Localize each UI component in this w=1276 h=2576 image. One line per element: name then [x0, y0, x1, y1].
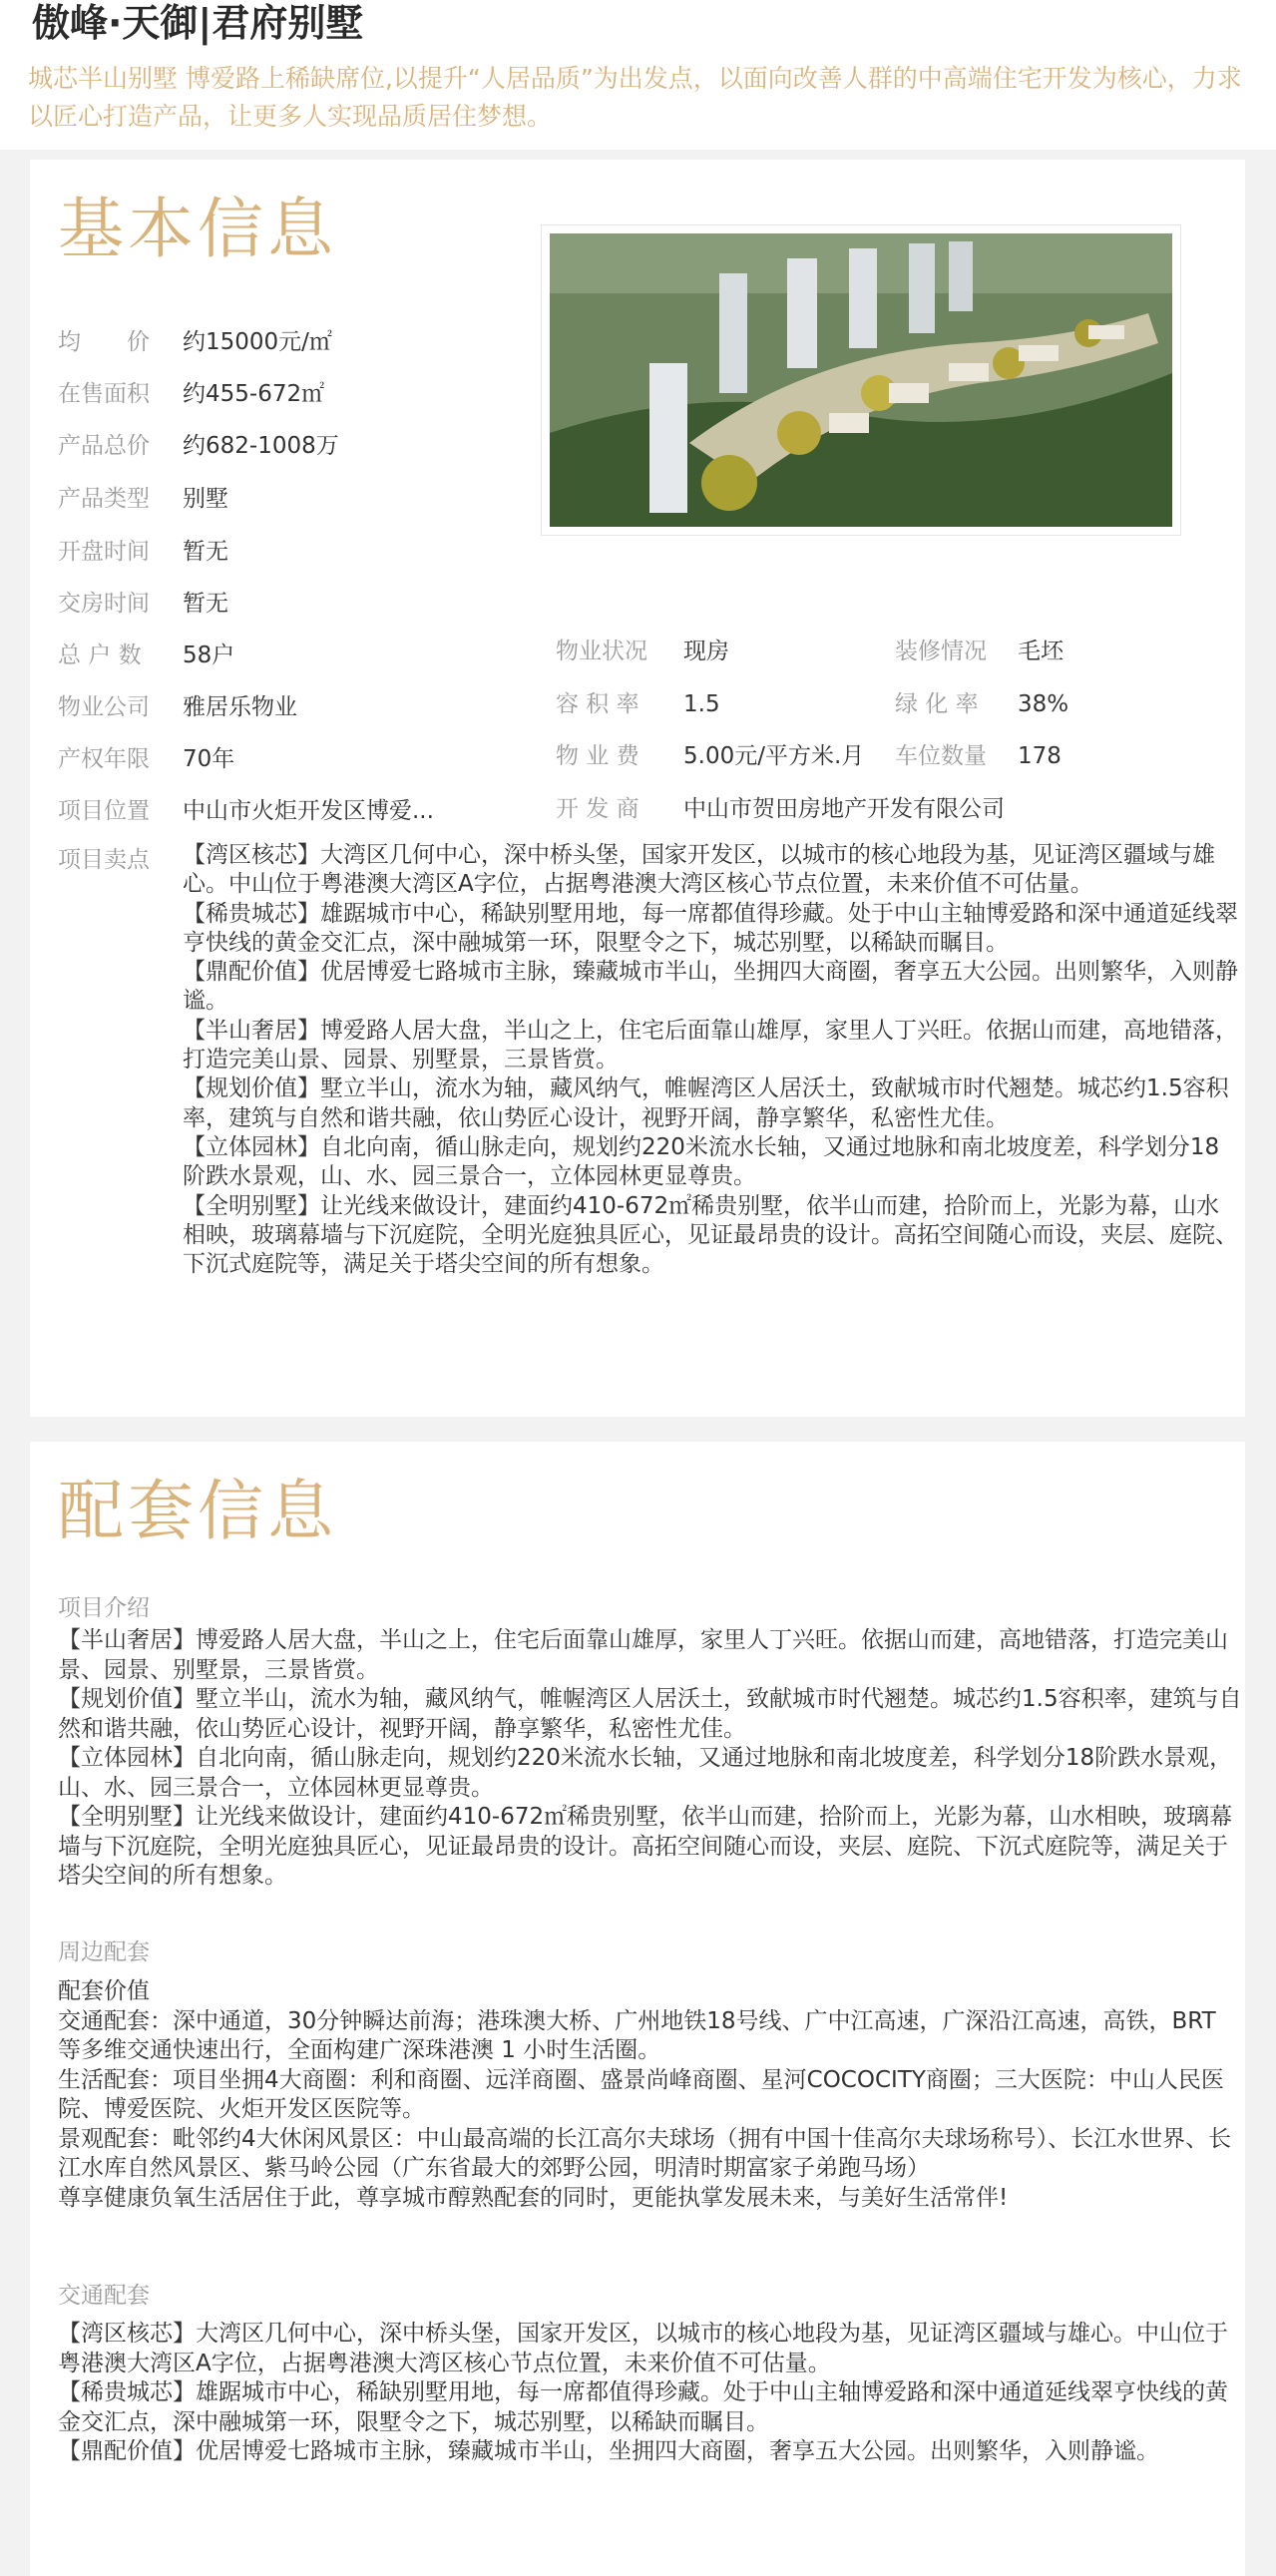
- intro-paragraph: 【立体园林】自北向南，循山脉走向，规划约220米流水长轴，又通过地脉和南北坡度差，科学划分18阶跌水景观，山、水、园三景合一，立体园林更显尊贵。: [58, 1745, 1233, 1801]
- right-value: 毛坯: [1018, 639, 1063, 664]
- left-value: 70年: [183, 746, 235, 772]
- right-row: [895, 741, 1062, 771]
- mid-value: 1.5: [683, 691, 720, 717]
- page-title: 傲峰·天御|君府别墅: [32, 1, 364, 45]
- mid-label: 容 积 率: [556, 691, 639, 717]
- mid-value: 5.00元/平方米.月: [683, 743, 865, 769]
- right-value: 178: [1018, 743, 1062, 769]
- traffic-paragraph: 【鼎配价值】优居博爱七路城市主脉，臻藏城市半山，坐拥四大商圈，奢享五大公园。出则繁华，入则静谧。: [58, 2438, 1159, 2464]
- left-label: 产品类型: [58, 486, 150, 512]
- left-row: [58, 589, 228, 619]
- basic-info-title: 基本信息: [58, 191, 337, 267]
- traffic-paragraph: 【稀贵城芯】雄踞城市中心，稀缺别墅用地，每一席都值得珍藏。处于中山主轴博爱路和深中通道延线翠亨快线的黄金交汇点，深中融城第一环，限墅令之下，城芯别墅，以稀缺而瞩目。: [58, 2379, 1228, 2435]
- right-label: 车位数量: [895, 743, 987, 769]
- traffic-text: [58, 2320, 1245, 2467]
- mid-value: 中山市贺田房地产开发有限公司: [683, 796, 1005, 822]
- right-row: [895, 689, 1068, 719]
- selling-point-paragraph: 【鼎配价值】优居博爱七路城市主脉，臻藏城市半山，坐拥四大商圈，奢享五大公园。出则繁华，入则静谧。: [183, 959, 1238, 1015]
- basic-info-card: [30, 160, 1245, 1417]
- left-value: 别墅: [183, 486, 228, 512]
- left-value: 约682-1008万: [183, 433, 339, 459]
- intro-paragraph: 【规划价值】墅立半山，流水为轴，藏风纳气，帷幄湾区人居沃土，致献城市时代翘楚。城芯约1.5容积率，建筑与自然和谐共融，依山势匠心设计，视野开阔，静享繁华，私密性尤佳。: [58, 1686, 1242, 1742]
- left-row: [58, 379, 324, 409]
- mid-label: 物 业 费: [556, 743, 639, 769]
- mid-label: 开 发 商: [556, 796, 639, 822]
- left-label: 交房时间: [58, 591, 150, 617]
- left-value: 中山市火炬开发区博爱...: [183, 798, 434, 824]
- left-row: [58, 484, 228, 514]
- selling-points-label: 项目卖点: [58, 847, 150, 873]
- project-image[interactable]: [541, 224, 1181, 536]
- left-value: 58户: [183, 643, 235, 668]
- page-subtitle: 城芯半山别墅 博爱路上稀缺席位,以提升“人居品质”为出发点，以面向改善人群的中高端住宅开发为核心，力求以匠心打造产品，让更多人实现品质居住梦想。: [28, 64, 1242, 131]
- right-value: 38%: [1018, 691, 1069, 717]
- left-label: 产品总价: [58, 433, 150, 459]
- left-label: 在售面积: [58, 381, 150, 407]
- selling-point-paragraph: 【半山奢居】博爱路人居大盘，半山之上，住宅后面靠山雄厚，家里人丁兴旺。依据山而建，高地错落，打造完美山景、园景、别墅景，三景皆赏。: [183, 1017, 1238, 1073]
- traffic-paragraph: 【湾区核芯】大湾区几何中心，深中桥头堡，国家开发区，以城市的核心地段为基，见证湾区疆域与雄心。中山位于粤港澳大湾区A字位，占据粤港澳大湾区核心节点位置，未来价值不可估量。: [58, 2321, 1228, 2376]
- project-intro-label: 项目介绍: [58, 1595, 150, 1621]
- left-value: 暂无: [183, 539, 228, 565]
- left-value: 约15000元/㎡: [183, 329, 332, 355]
- surround-paragraph: 生活配套：项目坐拥4大商圈：利和商圈、远洋商圈、盛景尚峰商圈、星河COCOCITY商圈；三大医院：中山人民医院、博爱医院、火炬开发区医院等。: [58, 2066, 1224, 2122]
- left-label: 项目位置: [58, 798, 150, 824]
- left-row: [58, 327, 332, 357]
- left-row: [58, 796, 434, 826]
- left-label: 产权年限: [58, 746, 150, 772]
- surround-paragraph: 尊享健康负氧生活居住于此，尊享城市醇熟配套的同时，更能执掌发展未来，与美好生活常伴!: [58, 2184, 1009, 2211]
- left-label: 开盘时间: [58, 539, 150, 565]
- selling-point-paragraph: 【全明别墅】让光线来做设计，建面约410-672㎡稀贵别墅，依半山而建，拾阶而上，光影为幕，山水相映，玻璃幕墙与下沉庭院，全明光庭独具匠心，见证最昂贵的设计。高拓空间随心而设，夹层、庭院、下沉式庭院等，满足关于塔尖空间的所有想象。: [183, 1192, 1238, 1278]
- surround-paragraph: 交通配套：深中通道，30分钟瞬达前海；港珠澳大桥、广州地铁18号线、广中江高速，广深沿江高速，高铁，BRT 等多维交通快速出行，全面构建广深珠港澳 1 小时生活圈。: [58, 2007, 1216, 2063]
- facility-info-title: 配套信息: [58, 1473, 337, 1549]
- mid-label: 物业状况: [556, 639, 647, 664]
- left-row: [58, 641, 234, 670]
- left-value: 雅居乐物业: [183, 694, 297, 720]
- left-label: 物业公司: [58, 694, 150, 720]
- selling-point-paragraph: 【规划价值】墅立半山，流水为轴，藏风纳气，帷幄湾区人居沃土，致献城市时代翘楚。城芯约1.5容积率，建筑与自然和谐共融，依山势匠心设计，视野开阔，静享繁华，私密性尤佳。: [183, 1075, 1229, 1131]
- right-row: [895, 637, 1063, 666]
- left-label: 总 户 数: [58, 643, 142, 668]
- surround-label: 周边配套: [58, 1939, 150, 1965]
- surround-paragraph: 景观配套：毗邻约4大休闲风景区：中山最高端的长江高尔夫球场（拥有中国十佳高尔夫球场称号）、长江水世界、长江水库自然风景区、紫马岭公园（广东省最大的郊野公园，明清时期富家子弟跑马场）: [58, 2125, 1232, 2181]
- selling-point-paragraph: 【立体园林】自北向南，循山脉走向，规划约220米流水长轴，又通过地脉和南北坡度差，科学划分18阶跌水景观，山、水、园三景合一，立体园林更显尊贵。: [183, 1133, 1220, 1190]
- mid-row: [556, 689, 720, 719]
- right-label: 装修情况: [895, 639, 987, 664]
- mid-row: [556, 794, 1005, 824]
- left-value: 暂无: [183, 591, 228, 617]
- selling-points-text: [183, 841, 1240, 1279]
- left-value: 约455-672㎡: [183, 381, 325, 407]
- mid-row: [556, 741, 864, 771]
- surround-paragraph: 配套价值: [58, 1978, 150, 2004]
- mid-value: 现房: [683, 639, 729, 664]
- right-label: 绿 化 率: [895, 691, 979, 717]
- left-row: [58, 537, 228, 567]
- left-row: [58, 744, 234, 774]
- left-row: [58, 431, 339, 461]
- intro-paragraph: 【全明别墅】让光线来做设计，建面约410-672㎡稀贵别墅，依半山而建，拾阶而上，光影为幕，山水相映，玻璃幕墙与下沉庭院，全明光庭独具匠心，见证最昂贵的设计。高拓空间随心而设，夹层、庭院、下沉式庭院等，满足关于塔尖空间的所有想象。: [58, 1804, 1233, 1889]
- left-label: 均 价: [58, 329, 150, 355]
- traffic-label: 交通配套: [58, 2283, 150, 2309]
- project-intro-text: [58, 1626, 1245, 1892]
- selling-point-paragraph: 【稀贵城芯】雄踞城市中心，稀缺别墅用地，每一席都值得珍藏。处于中山主轴博爱路和深中通道延线翠亨快线的黄金交汇点，深中融城第一环，限墅令之下，城芯别墅，以稀缺而瞩目。: [183, 900, 1238, 956]
- page-header: [0, 0, 1276, 150]
- left-row: [58, 692, 297, 722]
- project-rendering: [550, 233, 1172, 527]
- selling-point-paragraph: 【湾区核芯】大湾区几何中心，深中桥头堡，国家开发区，以城市的核心地段为基，见证湾区疆域与雄心。中山位于粤港澳大湾区A字位，占据粤港澳大湾区核心节点位置，未来价值不可估量。: [183, 842, 1215, 898]
- mid-row: [556, 637, 729, 666]
- intro-paragraph: 【半山奢居】博爱路人居大盘，半山之上，住宅后面靠山雄厚，家里人丁兴旺。依据山而建，高地错落，打造完美山景、园景、别墅景，三景皆赏。: [58, 1627, 1228, 1683]
- facility-info-card: [30, 1442, 1245, 2576]
- surround-text: [58, 1977, 1245, 2213]
